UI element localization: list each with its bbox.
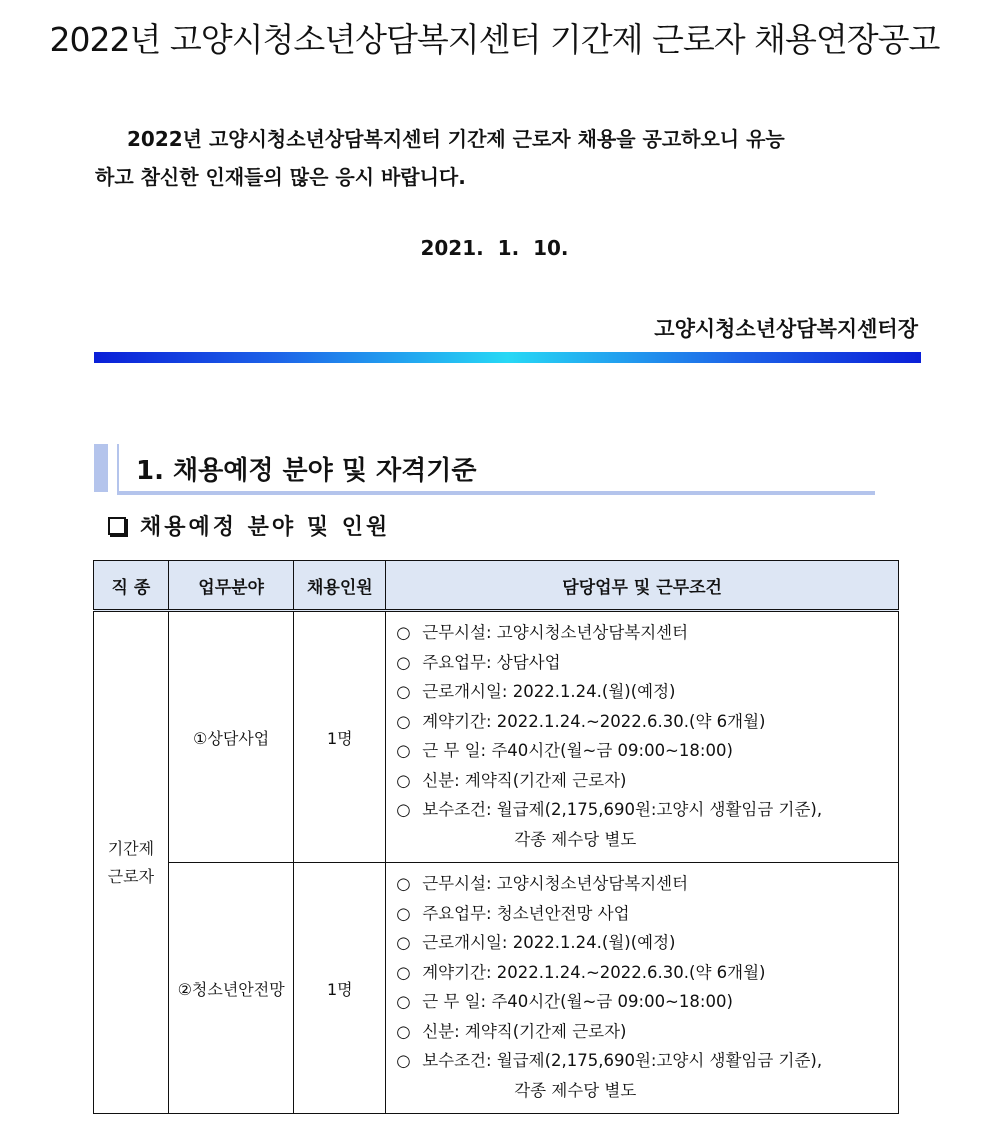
recruitment-table [93,560,899,1114]
duty-item: ○ 근로개시일: 2022.1.24.(월)(예정) [396,677,888,707]
duty-item: ○ 근 무 일: 주40시간(월~금 09:00~18:00) [396,987,888,1017]
subheading-text: 채용예정 분야 및 인원 [140,515,391,540]
issuer-name: 고양시청소년상담복지센터장 [654,317,918,341]
bullet-icon: ○ [396,962,411,982]
intro-line-1: 2022년 고양시청소년상담복지센터 기간제 근로자 채용을 공고하오니 유능 [127,127,785,151]
duty-continuation: 각종 제수당 별도 [514,829,637,849]
duty-item: ○ 신분: 계약직(기간제 근로자) [396,766,888,796]
header-divider-bar [94,352,921,363]
bullet-icon: ○ [396,652,411,672]
job-type-cell [94,611,169,1114]
duty-item: ○ 주요업무: 상담사업 [396,648,888,678]
bullet-icon: ○ [396,711,411,731]
duty-item: ○ 근로개시일: 2022.1.24.(월)(예정) [396,928,888,958]
header-job-type: 직 종 [94,561,169,611]
bullet-icon: ○ [396,800,411,819]
count-cell: 1명 [294,863,386,1114]
duty-item: ○ 근무시설: 고양시청소년상담복지센터 [396,869,888,899]
table-header-row [94,561,899,611]
section-title: 1. 채용예정 분야 및 자격기준 [136,456,477,486]
section-accent-block [94,444,108,492]
section-accent-line [117,444,119,494]
duty-item: ○ 근 무 일: 주40시간(월~금 09:00~18:00) [396,736,888,766]
count-cell: 1명 [294,611,386,863]
table-row [94,863,899,1114]
header-count: 채용인원 [294,561,386,611]
checkbox-icon [108,517,126,535]
announcement-date: 2021. 1. 10. [420,236,569,260]
duty-item: ○ 보수조건: 월급제(2,175,690원:고양시 생활임금 기준), [396,1046,888,1076]
job-type-line-1: 기간제 [107,838,155,858]
bullet-icon: ○ [396,903,411,923]
table-row [94,611,899,863]
intro-paragraph [95,120,895,196]
section-underline [117,491,875,495]
bullet-icon: ○ [396,874,411,893]
duties-cell [386,611,899,863]
bullet-icon: ○ [396,623,411,642]
subheading [108,510,390,541]
bullet-icon: ○ [396,992,411,1011]
bullet-icon: ○ [396,933,411,952]
duty-item: ○ 근무시설: 고양시청소년상담복지센터 [396,618,888,648]
bullet-icon: ○ [396,1021,411,1041]
bullet-icon: ○ [396,741,411,760]
duty-item: ○ 계약기간: 2022.1.24.~2022.6.30.(약 6개월) [396,707,888,737]
bullet-icon: ○ [396,682,411,701]
duty-item: ○ 신분: 계약직(기간제 근로자) [396,1017,888,1047]
bullet-icon: ○ [396,770,411,790]
job-type-line-2: 근로자 [107,866,155,886]
bullet-icon: ○ [396,1051,411,1070]
duty-continuation: 각종 제수당 별도 [514,1080,637,1100]
duties-cell [386,863,899,1114]
intro-line-2: 하고 참신한 인재들의 많은 응시 바랍니다. [95,165,466,189]
header-duties: 담당업무 및 근무조건 [386,561,899,611]
field-cell: ①상담사업 [168,611,294,863]
duty-item: ○ 보수조건: 월급제(2,175,690원:고양시 생활임금 기준), [396,795,888,825]
duty-item: ○ 계약기간: 2022.1.24.~2022.6.30.(약 6개월) [396,958,888,988]
duty-item: ○ 주요업무: 청소년안전망 사업 [396,899,888,929]
field-cell: ②청소년안전망 [168,863,294,1114]
document-title: 2022년 고양시청소년상담복지센터 기간제 근로자 채용연장공고 [49,20,940,59]
header-field: 업무분야 [168,561,294,611]
